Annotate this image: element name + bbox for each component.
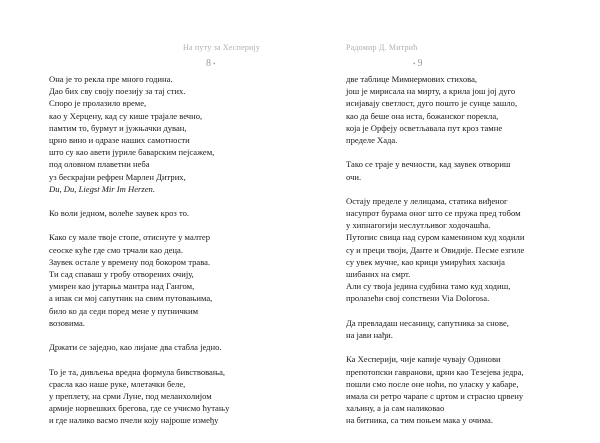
poem-line: Остају пределе у лелицама, статика виђеног [346,195,508,206]
poem-line: шибаних на смрт. [346,269,411,279]
poem-line: Заувек остале у времену под бокором трава. [49,256,211,267]
right-page [300,0,600,443]
poem-line: уз бескрајни рефрен Марлен Дитрих, [49,171,186,182]
poem-line: две таблице Мимнермових стихова, [346,74,478,84]
poem-line: Да превладаш несаницу, сапутника за снове, [346,317,509,328]
poem-line: као у Херцену, кад су кише трајале вечно, [49,110,203,121]
poem-line: имала си ретро чарапе с цртом и страсно црвену [346,390,524,401]
poem-line: црно вино и одразе наших самотности [49,134,190,145]
poem-line: Она је то рекла пре много година. [49,74,173,84]
left-running-head: На путу за Хесперију [183,43,261,52]
poem-line: у преплету, на срми Луне, под меланхолијом [49,390,212,401]
poem-line: умирен као јутарња мантра над Гангом, [49,281,195,292]
poem-line: памтим то, бурмут и јужњачки дуван, [49,122,187,133]
poem-line: насупрот бурама оног што се пружа пред тобом [346,208,521,219]
poem-line: Држати се заједно, као лијане два стабла једно. [49,342,222,353]
poem-line: Du, Du, Liegst Mir Im Herzen. [49,183,155,194]
poem-line: на јави нађи. [346,329,393,340]
left-page-text [49,73,285,426]
poem-line: Али су твоја једина судбина тамо куд ходиш, [346,281,511,292]
stanza-break [49,219,285,231]
right-running-head: Радомир Д. Митрић [346,43,418,52]
poem-line: Како су мале твоје стопе, отиснуте у малтер [49,232,210,243]
poem-line: срасла као наше руке, млетачки беле, [49,378,186,389]
stanza-break [49,353,285,365]
poem-line: очи. [346,171,362,182]
folio-ornament: • [413,59,416,68]
left-page-number [206,58,217,69]
poem-line: возовима. [49,317,85,328]
poem-line: на битника, са тим поњем мака у очима. [346,415,493,426]
poem-line: која је Орфеју осветљавала пут кроз тамне [346,122,503,133]
poem-line: армије норвешких брегова, где се учисмо ћутању [49,403,230,414]
poem-line: било ко да седи поред мене у путничким [49,305,199,316]
stanza-break [346,146,592,158]
right-page-text [346,73,592,426]
poem-line: Дао бих сву своју поезију за тај стих. [49,86,186,97]
poem-line: пределе Хада. [346,134,398,145]
poem-line: сеоске куће где смо трчали као деца. [49,244,183,255]
poem-line: као да беше она иста, божанског порекла, [346,110,499,121]
right-page-number [411,58,422,69]
poem-line: Споро је пролазило време, [49,98,147,109]
poem-line: су увек мучне, као крици умирућих хаскија [346,256,505,267]
stanza-break [49,195,285,207]
poem-line: још је мирисала на мирту, а крила још јој дуго [346,86,516,97]
page-number-value: 9 [417,58,423,69]
stanza-break [346,183,592,195]
poem-line: што су као авети јуриле баварским пејсажем, [49,147,215,158]
poem-line: и где налико васмо пчели коју најроше између [49,415,219,426]
poem-line: у хипнагогији неслутљивог ходочашћа. [346,220,491,231]
stanza-break [346,341,592,353]
poem-line: Ка Хесперији, чије капије чувају Одинови [346,354,501,365]
folio-ornament: • [213,59,216,68]
poem-line: су и преци твоји, Данте и Овидије. Песме езгиле [346,244,525,255]
stanza-break [49,329,285,341]
poem-line: препотопски гавранови, црни као Тезејева једра, [346,366,524,377]
poem-line: хаљину, а ја сам наликовао [346,403,445,414]
poem-line: Ко воли једном, волеће заувек кроз то. [49,208,190,219]
page-number-value: 8 [206,58,211,69]
poem-line: исијавају светлост, дуго пошто је сунце зашло, [346,98,518,109]
poem-line: Путопис свица над суром каменином куд ходили [346,232,525,243]
poem-line: пролазећи свој сопствени Via Dolorosa. [346,293,490,304]
stanza-break [346,305,592,317]
poem-line: Ти сад спаваш у гробу отворених очију, [49,269,194,279]
poem-line: пошли смо после оне ноћи, по уласку у кабаре, [346,378,519,389]
poem-line: Тако се траје у вечности, кад заувек отвориш [346,159,511,170]
poem-line: То је та, дивљења вредна формула бивствовања, [49,366,226,377]
poem-line: под оловном плаветни неба [49,159,150,170]
poem-line: а ипак си мој сапутник на свим путовањима, [49,293,213,304]
